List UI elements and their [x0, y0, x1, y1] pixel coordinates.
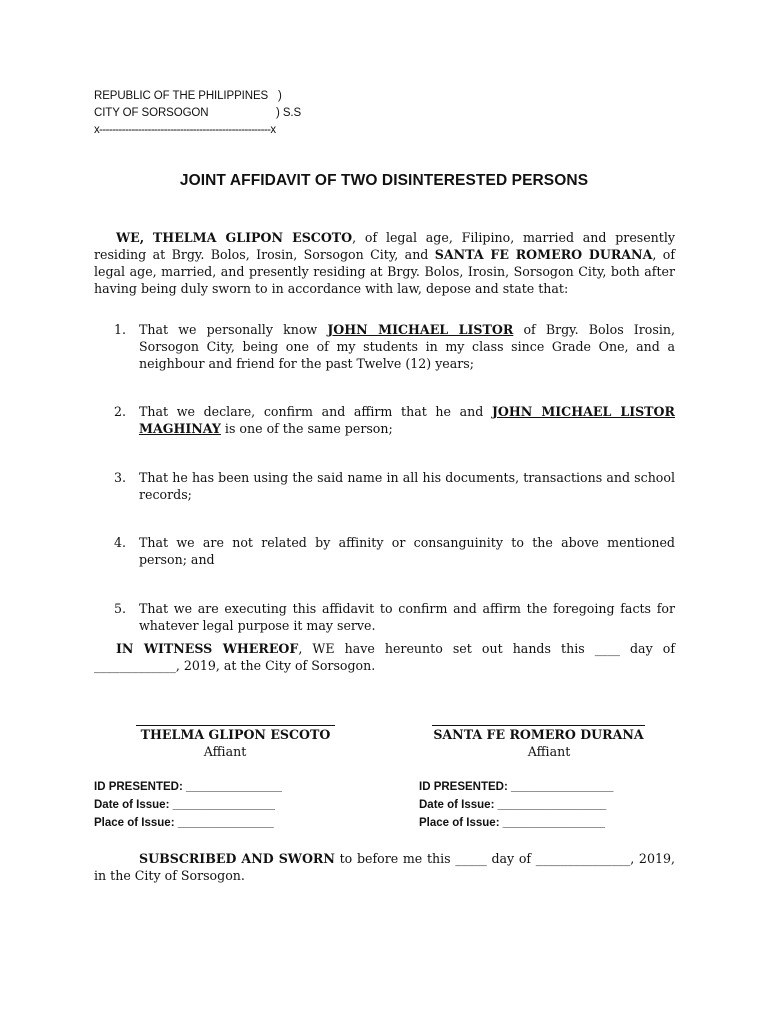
- date-of-issue-field-1[interactable]: Date of Issue: ________________: [94, 799, 275, 811]
- item-number: 3.: [114, 470, 127, 485]
- date-of-issue-field-2[interactable]: Date of Issue: _________________: [419, 799, 607, 811]
- jurat-lead: SUBSCRIBED AND SWORN: [139, 851, 335, 866]
- item-number: 1.: [114, 322, 127, 337]
- list-item: [114, 321, 675, 372]
- id-presented-field-1[interactable]: ID PRESENTED: _______________: [94, 781, 282, 793]
- item-text-post: of Brgy. Bolos Irosin, Sorsogon City, being one of my students in my class since Grade One, and a neighbour and friend for the past Twelve (12) years;: [139, 322, 675, 371]
- intro-text-2: , of legal age, married, and presently residing at Brgy. Bolos, Irosin, Sorsogon City, both after having being duly sworn to in accordance with law, depose and state that:: [94, 247, 675, 296]
- place-of-issue-field-2[interactable]: Place of Issue: ________________: [419, 817, 606, 829]
- signature-line-affiant-1: [136, 725, 335, 726]
- witness-paragraph: [94, 640, 675, 674]
- list-item: [114, 600, 675, 634]
- affiant-1-name: THELMA GLIPON ESCOTO: [152, 230, 353, 245]
- item-text: That we are not related by affinity or consanguinity to the above mentioned person; and: [139, 535, 675, 567]
- affiant-2-name: SANTA FE ROMERO DURANA: [434, 247, 653, 262]
- item-text-pre: That we declare, confirm and affirm that he and: [139, 404, 484, 419]
- venue-divider: x-----------------------------------------------------x: [94, 124, 276, 136]
- signature-name-affiant-2: SANTA FE ROMERO DURANA: [433, 727, 644, 742]
- venue-city: CITY OF SORSOGON: [94, 107, 209, 119]
- item-number: 4.: [114, 535, 127, 550]
- list-item: [114, 403, 675, 437]
- intro-paragraph: [94, 229, 675, 297]
- jurat-paragraph: [94, 850, 675, 884]
- list-item: [114, 534, 675, 568]
- jurat-text: to before me this _____ day of _______________, 2019, in the City of Sorsogon.: [94, 851, 675, 883]
- venue-header: [94, 88, 394, 139]
- signature-role-affiant-1: Affiant: [203, 744, 247, 759]
- item-person-name: JOHN MICHAEL LISTOR MAGHINAY: [139, 404, 675, 436]
- signature-line-affiant-2: [432, 725, 645, 726]
- list-item: [114, 469, 675, 503]
- witness-text: , WE have hereunto set out hands this ____ day of _____________, 2019, at the City of Sorsogon.: [94, 641, 675, 673]
- signature-name-affiant-1: THELMA GLIPON ESCOTO: [140, 727, 331, 742]
- venue-country: REPUBLIC OF THE PHILIPPINES: [94, 90, 269, 102]
- document-title: JOINT AFFIDAVIT OF TWO DISINTERESTED PERSONS: [179, 172, 589, 189]
- item-text: That he has been using the said name in all his documents, transactions and school records;: [139, 470, 675, 502]
- intro-we: WE,: [116, 230, 145, 245]
- item-number: 2.: [114, 404, 127, 419]
- venue-paren-ss: ) S.S: [276, 107, 302, 119]
- item-person-name: JOHN MICHAEL LISTOR: [327, 322, 514, 337]
- item-number: 5.: [114, 601, 127, 616]
- id-presented-field-2[interactable]: ID PRESENTED: ________________: [419, 781, 614, 793]
- place-of-issue-field-1[interactable]: Place of Issue: _______________: [94, 817, 274, 829]
- venue-paren-1: ): [278, 90, 282, 102]
- intro-text-1: , of legal age, Filipino, married and presently residing at Brgy. Bolos, Irosin, Sorsogon City, and: [94, 230, 675, 262]
- signature-role-affiant-2: Affiant: [527, 744, 571, 759]
- item-text-post: is one of the same person;: [224, 421, 393, 436]
- item-text-pre: That we personally know: [139, 322, 318, 337]
- witness-lead: IN WITNESS WHEREOF: [116, 641, 299, 656]
- item-text: That we are executing this affidavit to confirm and affirm the foregoing facts for whatever legal purpose it may serve.: [139, 601, 675, 633]
